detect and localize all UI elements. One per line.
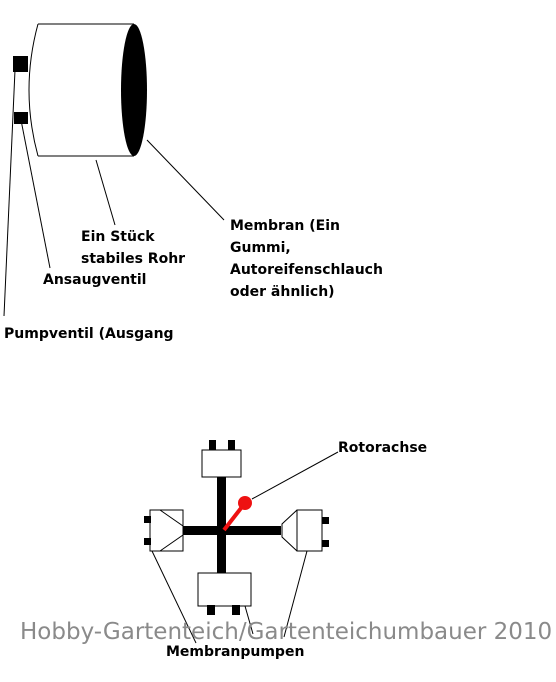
label-membran-line-4: oder ähnlich) [230,284,335,300]
label-ansaugventil: Ansaugventil [43,272,147,288]
membrane-disc [121,24,147,156]
pump-cylinder [29,24,134,156]
label-rohr [81,226,185,270]
label-membran-line-3: Autoreifenschlauch [230,262,383,278]
pump-bottom [198,573,251,615]
watermark: Hobby-Gartenteich/Gartenteichumbauer 2010 [20,619,553,645]
label-rohr-line-2: stabiles Rohr [81,251,186,267]
label-rotorachse: Rotorachse [338,440,428,456]
label-membranpumpen: Membranpumpen [166,644,305,660]
pump-right [282,510,329,551]
label-membran [230,215,383,303]
pump-valve-block [13,56,28,72]
label-membran-line-1: Membran (Ein [230,218,340,234]
label-membran-line-2: Gummi, [230,240,291,256]
pump-left [144,510,183,551]
rotor-crank [224,496,252,530]
pump-top [202,440,241,477]
rotor-cross [168,476,281,576]
label-rohr-line-1: Ein Stück [81,229,155,245]
label-pumpventil: Pumpventil (Ausgang [4,326,174,342]
